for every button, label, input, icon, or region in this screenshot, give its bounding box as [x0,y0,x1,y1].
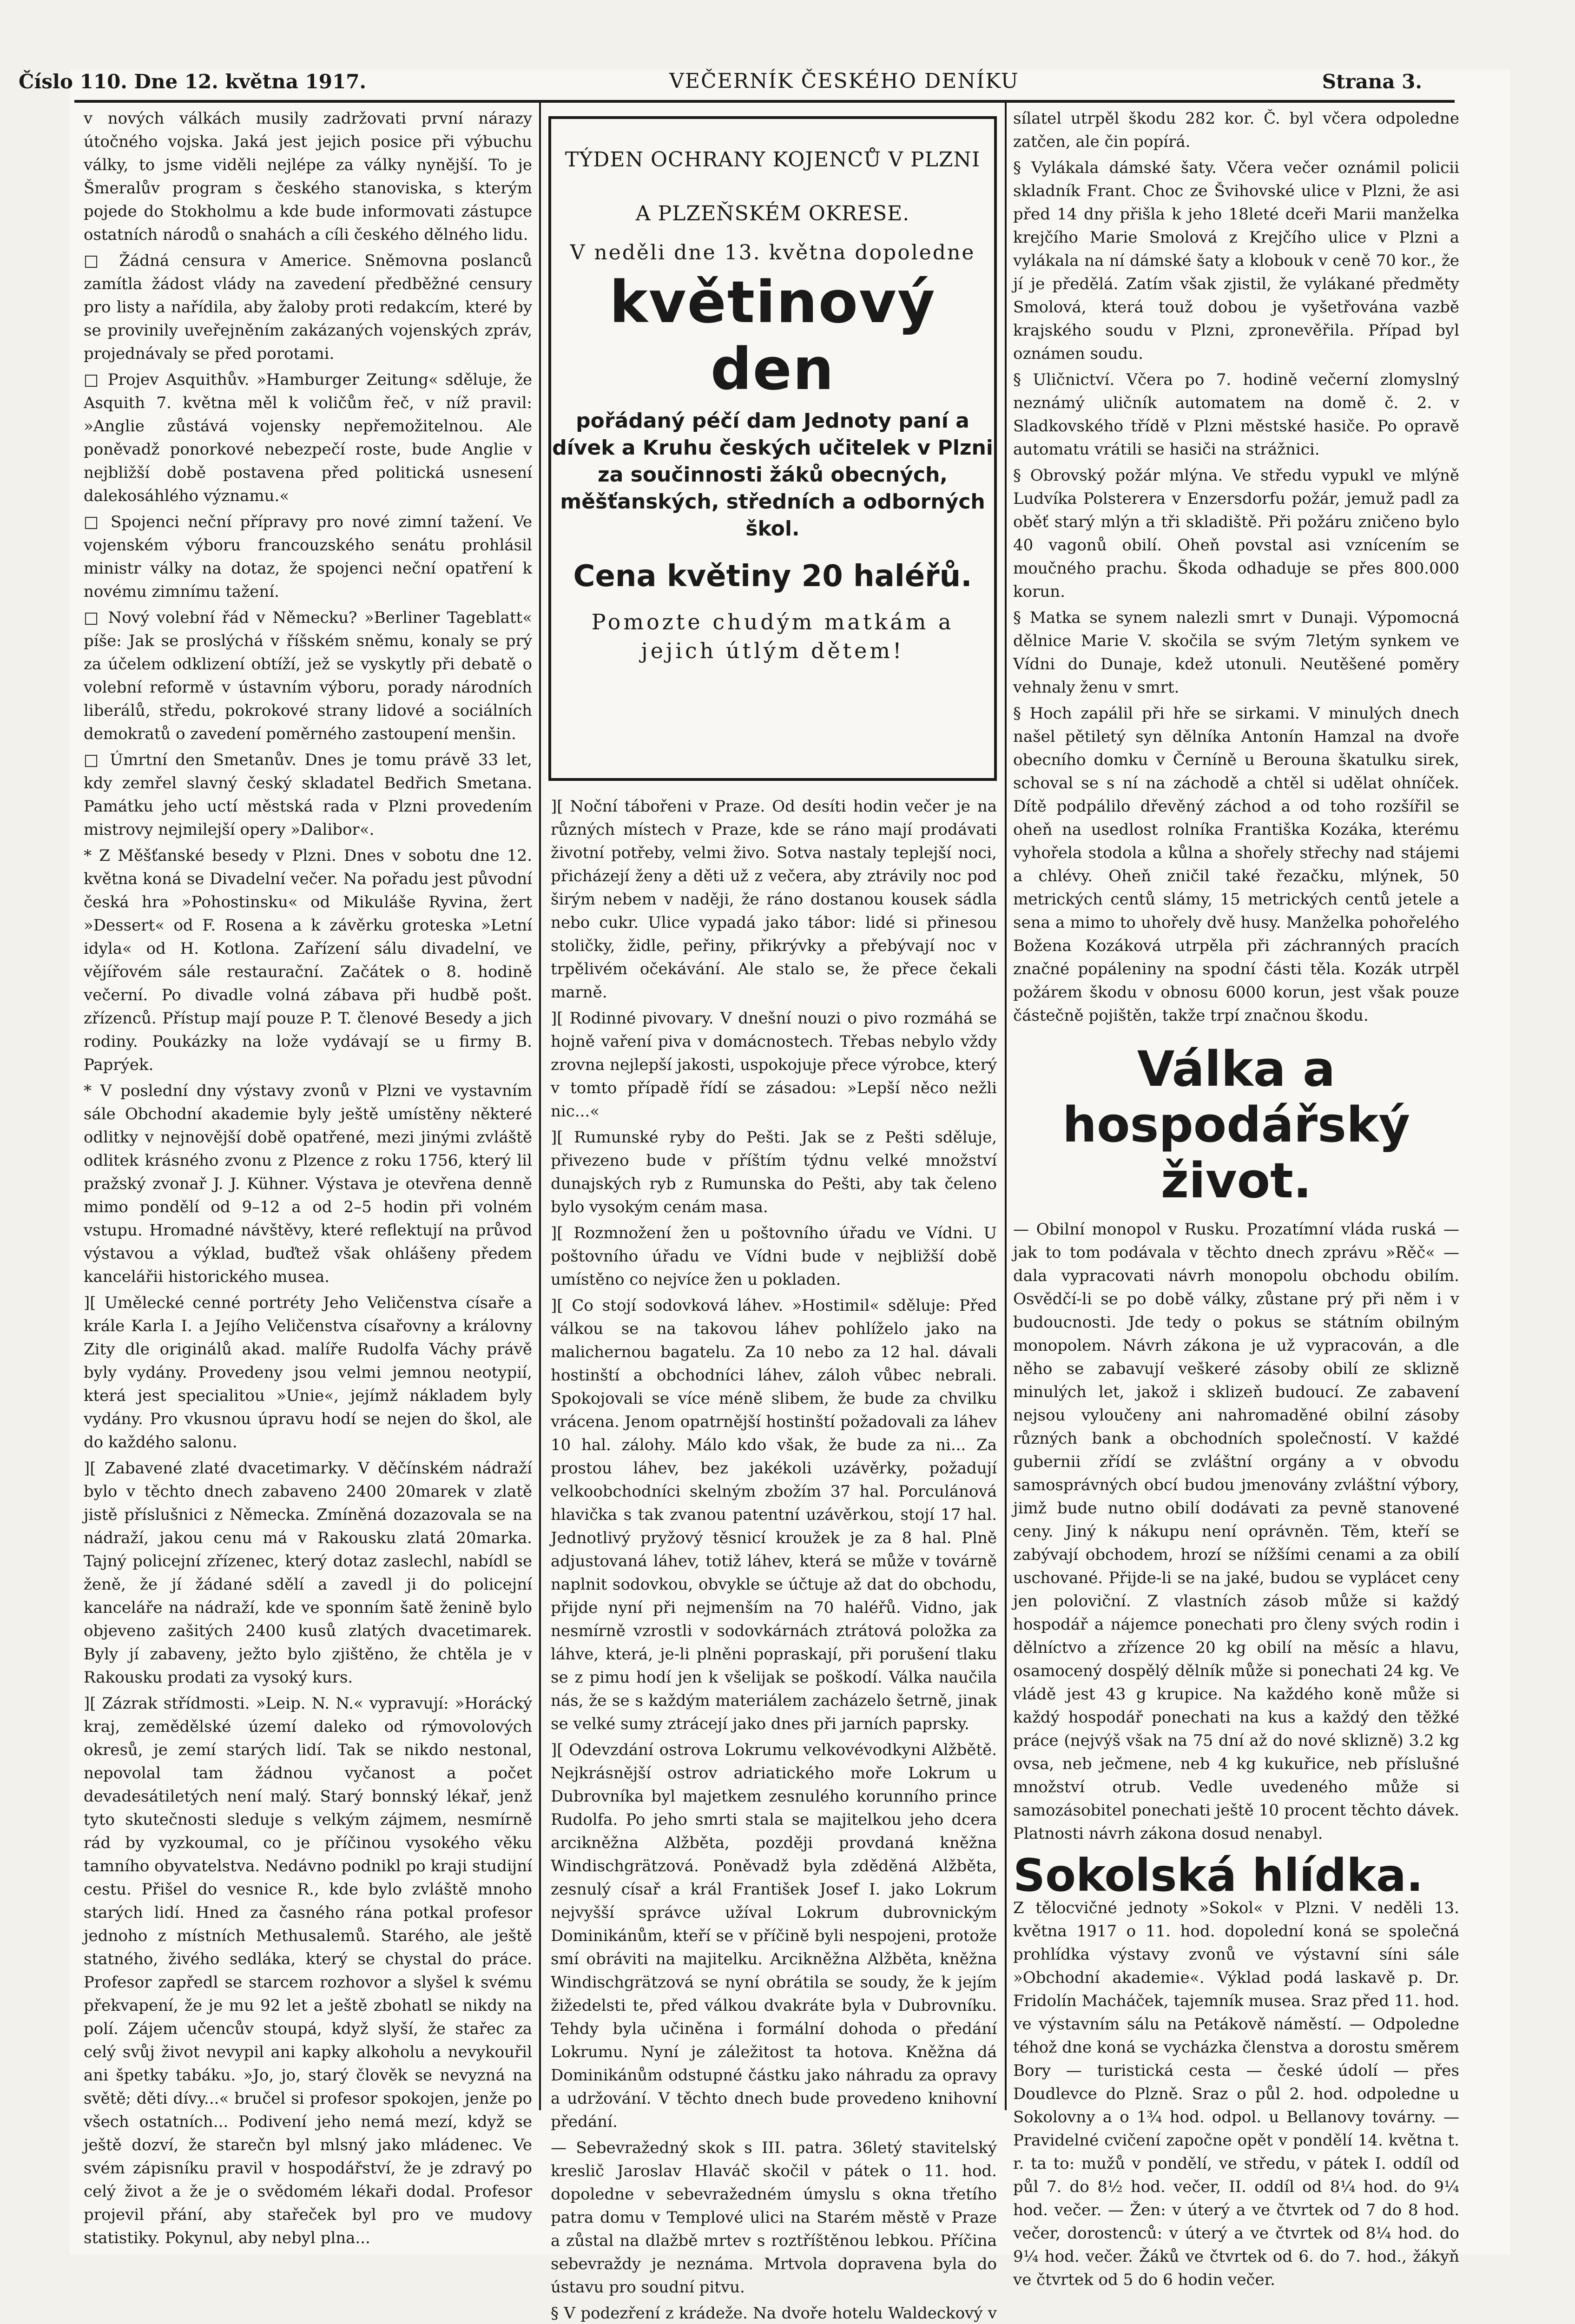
article: § Vylákala dámské šaty. Včera večer oznámil policii skladník Frant. Choc ze Švihovské ulice v Plzni, že asi před 14 dny přišla k jeho 18leté dceři Marii manželka krejčího Marie Smolová z Krejčího ulice v Plzni a vylákala na ní dámské šaty a klobouk v ceně 70 kor., že jí je předělá. Zatím však zjistil, že vylákané předměty Smolová, která touž dobou je vyšetřována vazbě krajského soudu v Plzni, zpronevěřila. Případ byl oznámen soudu. [1013,158,1459,363]
article: ][ Noční tábořeni v Praze. Od desíti hodin večer je na různých místech v Praze, kde se ráno mají prodávati životní potřeby, velmi živo. Sotva nastaly teplejší noci, přicházejí ženy a děti už z večera, aby ztrávily noc pod širým nebem v naději, že ráno dostanou kousek sádla nebo cukr. Ulice vypadá jako tábor: lidé si přinesou stoličky, židle, peřiny, přikrývky a přebývají noc v trpělivém očekávání. Ale stalo se, že přece čekali marně. [551,797,997,1002]
column-divider-2 [1005,102,1007,2110]
article: ][ Odevzdání ostrova Lokrumu velkovévodkyni Alžbětě. Nejkrásnější ostrov adriatického moře Lokrum u Dubrovníka byl majetkem zesnulého korunního prince Rudolfa. Po jeho smrti stala se majitelkou jeho dcera arcikněžna Alžběta, později provdaná kněžna Windischgrätzová. Poněvadž byla zděděná Alžběta, zesnulý císař a král František Josef I. jako Lokrum nejvyšší správce užíval Lokrum dubrovnickým Dominikánům, kteří se v příčině byli nespojeni, protože smí obráviti na majitelku. Arcikněžna Alžběta, kněžna Windischgrätzová se nyní obrátila se soudy, že k jejím žižedelsti te, před válkou dvakráte byla v Dubrovníku. Tehdy byla učiněna i formální dohoda o předání Lokrumu. Nyní je záležitost ta hotova. Kněžna dá Dominikánům odstupné částku jako náhradu za opravy a udržování. V těchto dnech bude provedeno knihovní předání. [551,1741,997,2131]
article: ][ Umělecké cenné portréty Jeho Veličenstva císaře a krále Karla I. a Jejího Veličenstva císařovny a královny Zity dle originálů akad. malíře Rudolfa Váchy právě byly vydány. Provedeny jsou velmi jemnou neotypií, která jest specialitou »Unie«, jejímž nákladem byly vydány. Pro vkusnou úpravu hodí se nejen do škol, ale do každého salonu. [84,1294,532,1452]
newspaper-title: VEČERNÍK ČESKÉHO DENÍKU [669,69,1019,93]
page-number: Strana 3. [1322,70,1422,93]
article: □ Žádná censura v Americe. Sněmovna poslanců zamítla žádost vlády na zavedení předběžné censury pro listy a nařídila, aby žaloby proti redakcím, které by se provinily uveřejněním zakázaných vojenských zpráv, projednávaly se před porotami. [84,251,532,363]
article: ][ Rozmnožení žen u poštovního úřadu ve Vídni. U poštovního úřadu ve Vídni bude v nejbližší době umístěno co nejvíce žen u pokladen. [551,1224,997,1289]
advert-headline: květinový den [609,269,936,403]
column-2 [551,795,997,2323]
article: § Hoch zapálil při hře se sirkami. V minulých dnech našel pětiletý syn dělníka Antonín Hamzal na dvoře obecního domku v Černíně u Berouna škatulku sirek, schoval se s ní na záchodě a chtěl si udělat ohníček. Dítě podpálilo dřevěný záchod a od toho rozšířil se oheň na usedlost rolníka Františka Kozáka, kterému vyhořela stodola a kůlna a shořely střechy nad stájemi a chlévy. Oheň zničil také řezačku, mlýnek, 50 metrických centů slámy, 15 metrických centů jetele a sena a mimo to uhořely dvě husy. Manželka pohořelého Božena Kozáková utrpěla při záchranných pracích značné popáleniny na spodní části těla. Kozák utrpěl požárem škodu v obnosu 6000 korun, jest však pouze částečně pojištěn, takže trpí značnou škodu. [1013,704,1459,1025]
advert-line: Pomozte chudým matkám a jejich útlým dětem! [591,609,954,663]
header-rule [74,100,1455,103]
advert-line: V neděli dne 13. května dopoledne [570,241,975,264]
article: □ Spojenci neční přípravy pro nové zimní tažení. Ve vojenském výboru francouzského senátu prohlásil ministr války na dotaz, že spojenci neční opatření k novému zimnímu tažení. [84,513,532,601]
article: ][ Co stojí sodovková láhev. »Hostimil« sděluje: Před válkou se na takovou láhev pohlíželo jako na malichernou bagatelu. Za 10 nebo za 12 hal. dávali hostinští a obchodníci láhev, záloh vůbec nebrali. Spokojovali se více méně slibem, že bude za chvilku vrácena. Jenom opatrnější hostinští požadovali za láhev 10 hal. zálohy. Málo kdo však, že bude za ni... Za prostou láhev, bez jakékoli uzávěrky, požadují velkoobchodníci skelným zbožím 37 hal. Porculánová hlavička s tak zvanou patentní uzávěrkou, stojí 17 hal. Jednotlivý pryžový těsnicí kroužek je za 8 hal. Plně adjustovaná láhev, totiž láhev, která se může v továrně naplnit sodovkou, obvykle se účtuje až dat do obchodu, přijde nyní při nejmenším na 70 haléřů. Vidno, jak nesmírně vzrostli v sodovkárnách ztrátová položka za láhve, která, je-li plněni popraskají, při porušení tlaku se z pimu hodí jen k všelijak se poškodí. Válka naučila nás, že se s každým materiálem zacházelo šetrně, jinak se velké sumy ztrácejí jako dnes při jarních paprsky. [551,1296,997,1733]
advert-line: A PLZEŇSKÉM OKRESE. [635,202,910,225]
column-divider-1 [539,102,541,2110]
article: Z tělocvičné jednoty »Sokol« v Plzni. V neděli 13. května 1917 o 11. hod. dopolední koná se společná prohlídka výstavy zvonů ve výstavní síni sále »Obchodní akademie«. Výklad podá laskavě p. Dr. Fridolín Macháček, tajemník musea. Sraz před 11. hod. ve výstavním sálu na Petákově náměstí. — Odpoledne téhož dne koná se vycházka členstva a dorostu směrem Bory — turistická cesta — české údolí — přes Doudlevce do Plzně. Sraz o půl 2. hod. odpoledne u Sokolovny a o 1¾ hod. odpol. u Bellanovy továrny. — Pravidelné cvičení započne opět v pondělí 14. května t. r. ta to: mužů v pondělí, ve středu, v pátek I. oddíl od půl 7. do 8½ hod. večer, II. oddíl od 8¼ hod. do 9¼ hod. večer. — Žen: v úterý a ve čtvrtek od 7 do 8 hod. večer, dorostenců: v úterý a ve čtvrtek od 8¼ hod. do 9¼ hod. večer. Žáků ve čtvrtek od 6. do 7. hod., žákyň ve čtvrtek od 5 do 6 hodin večer. [1013,1899,1459,2289]
issue-date: Číslo 110. Dne 12. května 1917. [19,70,367,93]
article: sílatel utrpěl škodu 282 kor. Č. byl včera odpoledne zatčen, ale čin popírá. [1013,109,1459,151]
article: □ Projev Asquithův. »Hamburger Zeitung« sděluje, že Asquith 7. května měl k voličům řeč, v níž pravil: »Anglie zůstává vojensky nepřemožitelnou. Ale poněvadž ponorkové nebezpečí roste, bude Anglie v nejbližší době postavena před politická usnesení dalekosáhlého významu.« [84,370,532,505]
section-headline: Sokolská hlídka. [1013,1849,1423,1901]
article: v nových válkách musily zadržovati první nárazy útočného vojska. Jaká jest jejich posice při výbuchu války, to jsme viděli nejlépe za války nynější. To je Šmeralův program s českého stanoviska, s kterým pojede do Stokholmu a kde bude informovati zástupce ostatních národů o snahách a cíli českého dělného lidu. [84,109,532,244]
article: * Z Měšťanské besedy v Plzni. Dnes v sobotu dne 12. května koná se Divadelní večer. Na pořadu jest původní česká hra »Pohostinsku« od Mikuláše Ryvina, žert »Dessert« od F. Rosena a k závěrku groteska »Letní idyla« od H. Kotlona. Zařízení sálu divadelní, ve vějířovém sále restaurační. Začátek o 8. hodině večerní. Po divadle volná zábava při hudbě pošt. zřízenců. Přístup mají pouze P. T. členové Besedy a jich rodiny. Poukázky na lože vydávají se u firmy B. Paprýek. [84,846,532,1074]
advert-line: pořádaný péčí dam Jednoty paní a dívek a Kruhu českých učitelek v Plzni za součinnosti žáků obecných, měšťanských, středních a odborných škol. [552,409,993,541]
advert-line: TÝDEN OCHRANY KOJENCŮ V PLZNI [565,148,981,172]
section-headline: Válka a hospodářský život. [1062,1041,1410,1209]
article: ][ Rodinné pivovary. V dnešní nouzi o pivo rozmáhá se hojně vaření piva v domácnostech. Třebas nebylo vždy zrovna nejlepší jakosti, uspokojuje přece výrobce, který v tomto případě řídí se zásadou: »Lepší něco nežli nic...« [551,1009,997,1121]
article: — Sebevražedný skok s III. patra. 36letý stavitelský kreslič Jaroslav Hlaváč skočil v pátek o 11. hod. dopoledne v sebevražedném úmyslu s okna třetího patra domu v Templové ulici na Starém městě v Praze a zůstal na dlažbě mrtev s roztříštěnou lebkou. Příčina sebevraždy je neznáma. Mrtvola dopravena byla do ústavu pro soudní pitvu. [551,2139,997,2297]
article: ][ Zabavené zlaté dvacetimarky. V děčínském nádraží bylo v těchto dnech zabaveno 2400 20marek v zlatě jistě příslušnici z Německa. Zmíněná dozazovala se na nádraží, jakou cenu má v Rakousku zlatá 20marka. Tajný policejní zřízenec, který dotaz zaslechl, nabídl se ženě, že jí žádané sdělí a zavedl ji do policejní kanceláře na nádraží, kde ve sponním šatě ženině bylo objeveno zašitých 2400 kusů zlatých dvacetimarek. Byly jí zabaveny, ježto bylo zjištěno, že chtěla je v Rakousku prodati za vysoký kurs. [84,1459,532,1687]
flower-day-advert [548,116,997,781]
article: § Uličnictví. Včera po 7. hodině večerní zlomyslný neznámý uličník automatem na domě č. 2. v Sladkovského třídě v Plzni městské hasiče. Po opravě automatu vrátili se hasiči na strážnici. [1013,370,1459,459]
article: ][ Rumunské ryby do Pešti. Jak se z Pešti sděluje, přivezeno bude v příštím týdnu velké množství dunajských ryb z Rumunska do Pešti, aby tak čeleno bylo vysokým cenám masa. [551,1128,997,1216]
article: § Matka se synem nalezli smrt v Dunaji. Výpomocná dělnice Marie V. skočila se svým 7letým synkem ve Vídni do Dunaje, kdež utonuli. Neutěšené poměry vehnaly ženu v smrt. [1013,608,1459,697]
article: □ Nový volební řád v Německu? »Berliner Tageblatt« píše: Jak se proslýchá v říšském sněmu, konaly se prý za účelem odklizení obtíží, jež se vyskytly při debatě o volební reformě v ústavním výboru, porady národních liberálů, středu, pokrokové strany lidové a sociálních demokratů o zavedení poměrného zastoupení menšin. [84,608,532,743]
article: * V poslední dny výstavy zvonů v Plzni ve vystavním sále Obchodní akademie byly ještě umístěny některé odlitky v nejnovější době opatřené, mezi jinými zvláště odlitek krásného zvonu z Plzence z roku 1756, který lil pražský zvonař J. J. Kühner. Výstava je otevřena denně mimo pondělí od 9–12 a od 2–5 hodin při volném vstupu. Hromadné návštěvy, které reflektují na průvod výstavou a výklad, buďtež však ohlášeny předem kancelářii historického musea. [84,1082,532,1286]
article: ][ Zázrak střídmosti. »Leip. N. N.« vypravují: »Horácký kraj, zemědělské území daleko od rýmovolových okresů, je zemí starých lidí. Tak se nikdo nestonal, nepovolal tam žádnou vyčanost a počet devadesátiletých není malý. Starý bonnský lékař, jenž tyto skutečnosti sleduje s velkým zájmem, nesmírně rád by vyzkoumal, co je příčinou vysokého věku tamního obyvatelstva. Nedávno podnikl po kraji studijní cestu. Přišel do vesnice R., kde bylo zvláště mnoho starých lidí. Hned za časného rána potkal profesor jednoho z místních Methusalemů. Starého, ale ještě statného, živého sedláka, který se chystal do práce. Profesor zapředl se starcem rozhovor a slyšel k svému překvapení, že je mu 92 let a ještě zbohatl se nikdy na polí. Zájem učencův stoupá, když slyší, že stařec za celý svůj život nevypil ani kapky alkoholu a nevykouřil ani špetky tabáku. »Jo, jo, starý člověk se nevyzná na světě; děti dívy...« bručel si profesor spokojen, jenže po všech ostatních... Podivení jeho nemá mezí, když se ještě dozví, že starečn byl mlsný jako mládenec. Ve svém zápisníku pravil v hospodářství, že je zdravý po celý život a že je o svědomém lékaři dodal. Profesor projevil přání, aby stařeček byl pro ve mudovy statistiky. Pokynul, aby nebyl plna... [84,1694,532,2247]
article: □ Úmrtní den Smetanův. Dnes je tomu právě 33 let, kdy zemřel slavný český skladatel Bedřich Smetana. Památku jeho uctí městská rada v Plzni provedením mistrovy nejmilejší opery »Dalibor«. [84,751,532,839]
article: — Obilní monopol v Rusku. Prozatímní vláda ruská — jak to tom podávala v těchto dnech zprávu »Rěč« — dala vypracovati návrh monopolu obchodu obilím. Osvědčí-li se po době války, zůstane prý při něm i v budoucnosti. Jde tedy o pokus se státním obilným monopolem. Návrh zákona je už vypracován, a dle něho se zabavují veškeré zásoby obilí ze sklizně minulých let, jakož i sklizeň budoucí. Ze zabavení nejsou vyloučeny ani nahromaděné obilní zásoby různých bank a obchodních společností. V každé gubernii zřídí se zvláštní orgány a v obvodu samosprávných obcí budou jmenovány zvláštní výbory, jimž bude nutno obilí dodávati za pevně stanovené ceny. Jiný k nákupu není oprávněn. Těm, kteří se zabývají obchodem, hrozí se nížšími cenami a za obilí uschované. Přijde-li se na jaké, budou se vyplácet ceny jen poloviční. Z vlastních zásob může si každý hospodář a nájemce ponechati pro členy svých rodin i dělníctvo a zřízence 20 kg obilí na měsíc a hlavu, osamocený dospělý dělník může si ponechati 24 kg. Ve vládě jest 43 g krupice. Na každého koně může si každý hospodář ponechati na kus a každý den těžké práce (nejvýš však na 75 dní až do nové sklizně) 3.2 kg ovsa, neb ječmene, neb 4 kg kukuřice, neb příslušné množství otrub. Vedle uvedeného může si samozásobitel ponechati ještě 10 procent těchto dávek. Platnosti návrh zákona dosud nenabyl. [1013,1220,1459,1843]
advert-price: Cena květiny 20 haléřů. [573,559,972,594]
article: § Obrovský požár mlýna. Ve středu vypukl ve mlýně Ludvíka Polsterera v Enzersdorfu požár, jemuž padl za oběť starý mlýn a tři skladiště. Při požáru zničeno bylo 40 vagonů obilí. Oheň povstal asi vznícením se moučného prachu. Škoda odhaduje se přes 800.000 korun. [1013,466,1459,601]
column-1 [84,107,532,2247]
column-3 [1013,107,1459,2289]
article: § V podezření z krádeže. Na dvoře hotelu Waldeckový v [551,2304,997,2323]
page-header [19,60,1422,93]
